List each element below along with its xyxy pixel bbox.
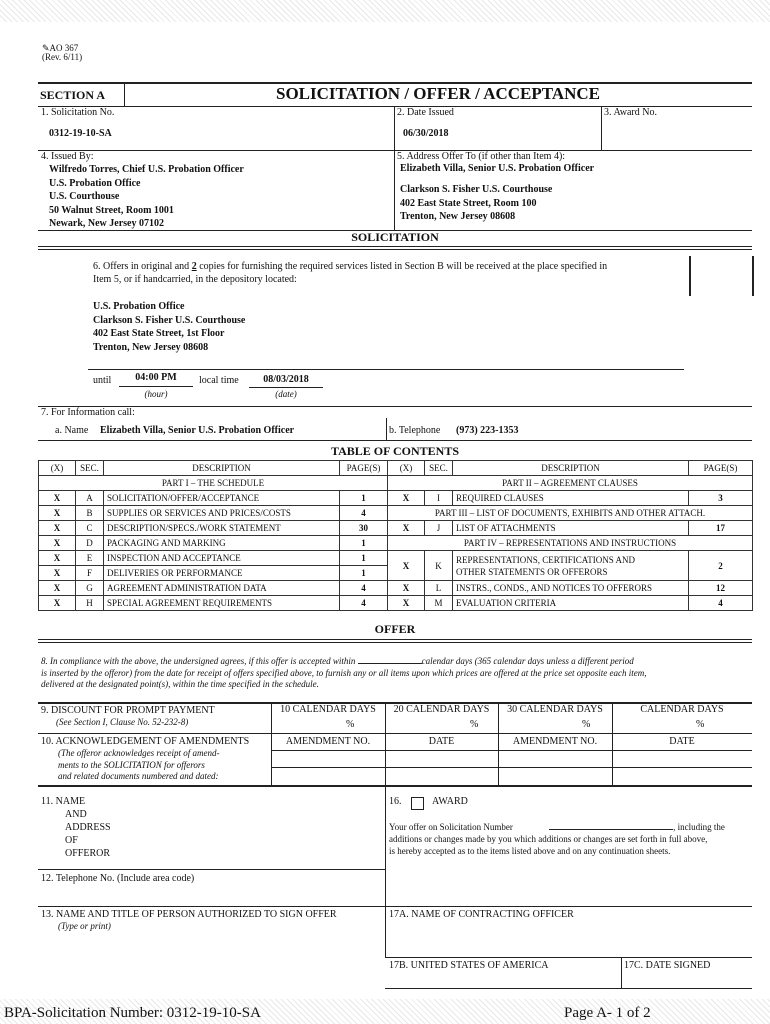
form-revision: (Rev. 6/11) — [42, 52, 83, 62]
telephone-label: b. Telephone — [389, 425, 441, 436]
solicitation-number: 0312-19-10-SA — [49, 128, 112, 139]
item10-label: 10. ACKNOWLEDGEMENT OF AMENDMENTS — [41, 736, 250, 747]
rule — [621, 957, 622, 989]
item1-label: 1. Solicitation No. — [41, 107, 115, 118]
pct-10: % — [346, 719, 355, 730]
top-border-pattern — [0, 0, 770, 22]
local-time-label: local time — [199, 375, 239, 386]
rule — [394, 150, 395, 230]
rule — [752, 256, 754, 296]
address-offer-to-block: Clarkson S. Fisher U.S. Courthouse 402 East State Street, Room 100 Trenton, New Jersey 08608 — [400, 184, 553, 222]
contact-name-label: a. Name — [55, 425, 89, 436]
item3-label: 3. Award No. — [604, 107, 657, 118]
item17a-label: 17A. NAME OF CONTRACTING OFFICER — [389, 909, 574, 920]
date-caption: (date) — [275, 389, 297, 399]
award-checkbox[interactable] — [411, 794, 424, 812]
item13-sub: (Type or print) — [58, 921, 111, 931]
award-label: AWARD — [432, 796, 468, 807]
rule — [38, 150, 752, 151]
telephone-number: (973) 223-1353 — [456, 425, 519, 436]
rule — [38, 246, 752, 247]
offer-heading: OFFER — [374, 622, 416, 636]
rule — [38, 249, 752, 250]
rule — [601, 106, 602, 150]
award-solicitation-number-field[interactable] — [549, 829, 673, 830]
rule — [38, 906, 752, 907]
discount-col-other: CALENDAR DAYS — [640, 704, 724, 715]
pct-20: % — [470, 719, 479, 730]
amendment-date-col: DATE — [669, 736, 695, 747]
item11-label: 11. NAME — [41, 796, 86, 807]
rule — [386, 418, 387, 440]
item17b-label: 17B. UNITED STATES OF AMERICA — [389, 960, 549, 971]
toc-row: X H SPECIAL AGREEMENT REQUIREMENTS 4 X M EVALUATION CRITERIA 4 — [39, 596, 753, 611]
item12-label: 12. Telephone No. (Include area code) — [41, 873, 195, 884]
rule — [689, 256, 691, 296]
toc-row: X B SUPPLIES OR SERVICES AND PRICES/COSTS 4 PART III – LIST OF DOCUMENTS, EXHIBITS AND OTHER ATTACH. — [39, 506, 753, 521]
rule — [38, 406, 752, 407]
toc-row: X D PACKAGING AND MARKING 1 PART IV – REPRESENTATIONS AND INSTRUCTIONS — [39, 536, 753, 551]
item8-text: 8. In compliance with the above, the undersigned agrees, if this offer is accepted within calendar days (365 calendar days unless a different period is inserted by the offeror) from the date for receipt of offers specified above, to furnish any or all items upon which prices are offered at the price set opposite each item, delivered at the designated point(s), within the time specified in the schedule. — [41, 656, 647, 689]
item17c-label: 17C. DATE SIGNED — [624, 960, 711, 971]
rule — [271, 767, 752, 768]
toc-heading: TABLE OF CONTENTS — [330, 444, 460, 458]
due-date: 08/03/2018 — [263, 374, 309, 385]
item10-sub: (The offeror acknowledges receipt of amend- ments to the SOLICITATION for offerors and related documents numbered and dated: — [58, 748, 220, 781]
rule — [385, 785, 386, 958]
rule — [38, 869, 385, 870]
page-number: Page A- 1 of 2 — [564, 1005, 651, 1021]
rule — [38, 733, 752, 734]
item5-label: 5. Address Offer To (if other than Item 4): — [397, 151, 566, 162]
toc-row: X E INSPECTION AND ACCEPTANCE 1 X K REPRESENTATIONS, CERTIFICATIONS AND OTHER STATEMENTS OR OFFERORS 2 — [39, 551, 753, 566]
toc-table — [38, 460, 753, 611]
until-label: until — [93, 375, 112, 386]
hour-caption: (hour) — [144, 389, 168, 399]
rule — [38, 642, 752, 643]
amendment-col: AMENDMENT NO. — [512, 736, 598, 747]
item9-sub: (See Section I, Clause No. 52-232-8) — [56, 717, 189, 727]
toc-row: X A SOLICITATION/OFFER/ACCEPTANCE 1 X I REQUIRED CLAUSES 3 — [39, 491, 753, 506]
item16-label: 16. — [389, 796, 402, 807]
form-id: ✎AO 367 — [42, 43, 79, 53]
pct-30: % — [582, 719, 591, 730]
rule — [88, 369, 684, 370]
rule — [38, 440, 752, 441]
toc-row: PART I – THE SCHEDULE PART II – AGREEMENT CLAUSES — [39, 476, 753, 491]
pen-icon: ✎ — [42, 43, 50, 53]
toc-row: X G AGREEMENT ADMINISTRATION DATA 4 X L INSTRS., CONDS., AND NOTICES TO OFFERORS 12 — [39, 581, 753, 596]
item13-label: 13. NAME AND TITLE OF PERSON AUTHORIZED TO SIGN OFFER — [41, 909, 337, 920]
amendment-date-col: DATE — [428, 736, 455, 747]
contact-name: Elizabeth Villa, Senior U.S. Probation Officer — [100, 425, 295, 436]
issued-by-block: Wilfredo Torres, Chief U.S. Probation Officer U.S. Probation Office U.S. Courthouse 50 Walnut Street, Room 1001 Newark, New Jersey 07102 — [49, 164, 244, 229]
discount-col-30: 30 CALENDAR DAYS — [507, 704, 603, 715]
rule — [394, 106, 395, 150]
item6-text: 6. Offers in original and 2 copies for furnishing the required services listed in Section B will be received at the place specified in Item 5, or if handcarried, in the depository located: — [93, 261, 608, 285]
rule — [38, 785, 752, 787]
award-text: Your offer on Solicitation Number , including the additions or changes made by you which additions or changes are set forth in full above, is hereby accepted as to the items listed above and on any continuation sheets. — [389, 822, 725, 856]
section-label: SECTION A — [40, 88, 106, 102]
due-time: 04:00 PM — [135, 372, 177, 383]
discount-col-20: 20 CALENDAR DAYS — [393, 704, 490, 715]
rule — [119, 386, 193, 387]
item2-label: 2. Date Issued — [397, 107, 454, 118]
discount-col-10: 10 CALENDAR DAYS — [280, 704, 376, 715]
rule — [249, 387, 323, 388]
address-offer-to-name: Elizabeth Villa, Senior U.S. Probation Officer — [400, 163, 595, 174]
rule — [271, 750, 752, 751]
date-issued: 06/30/2018 — [403, 128, 449, 139]
toc-row: X F DELIVERIES OR PERFORMANCE 1 — [39, 566, 753, 581]
toc-header-row: (X) SEC. DESCRIPTION PAGE(S) (X) SEC. DESCRIPTION PAGE(S) — [39, 461, 753, 476]
pct-other: % — [696, 719, 705, 730]
toc-row: X C DESCRIPTION/SPECS./WORK STATEMENT 30 X J LIST OF ATTACHMENTS 17 — [39, 521, 753, 536]
page-title: SOLICITATION / OFFER / ACCEPTANCE — [276, 84, 600, 103]
solicitation-heading: SOLICITATION — [351, 230, 439, 244]
footer-solicitation: BPA-Solicitation Number: 0312-19-10-SA — [4, 1005, 261, 1021]
item7-label: 7. For Information call: — [41, 407, 135, 418]
rule — [385, 988, 752, 989]
rule — [385, 957, 752, 958]
item4-label: 4. Issued By: — [41, 151, 94, 162]
item11-lines: AND ADDRESS OF OFFEROR — [65, 809, 111, 859]
depository-address: U.S. Probation Office Clarkson S. Fisher U.S. Courthouse 402 East State Street, 1st Floor Trenton, New Jersey 08608 — [93, 301, 246, 353]
item9-label: 9. DISCOUNT FOR PROMPT PAYMENT — [41, 705, 215, 716]
amendment-col: AMENDMENT NO. — [285, 736, 371, 747]
calendar-days-field[interactable] — [358, 663, 422, 664]
rule — [38, 639, 752, 640]
